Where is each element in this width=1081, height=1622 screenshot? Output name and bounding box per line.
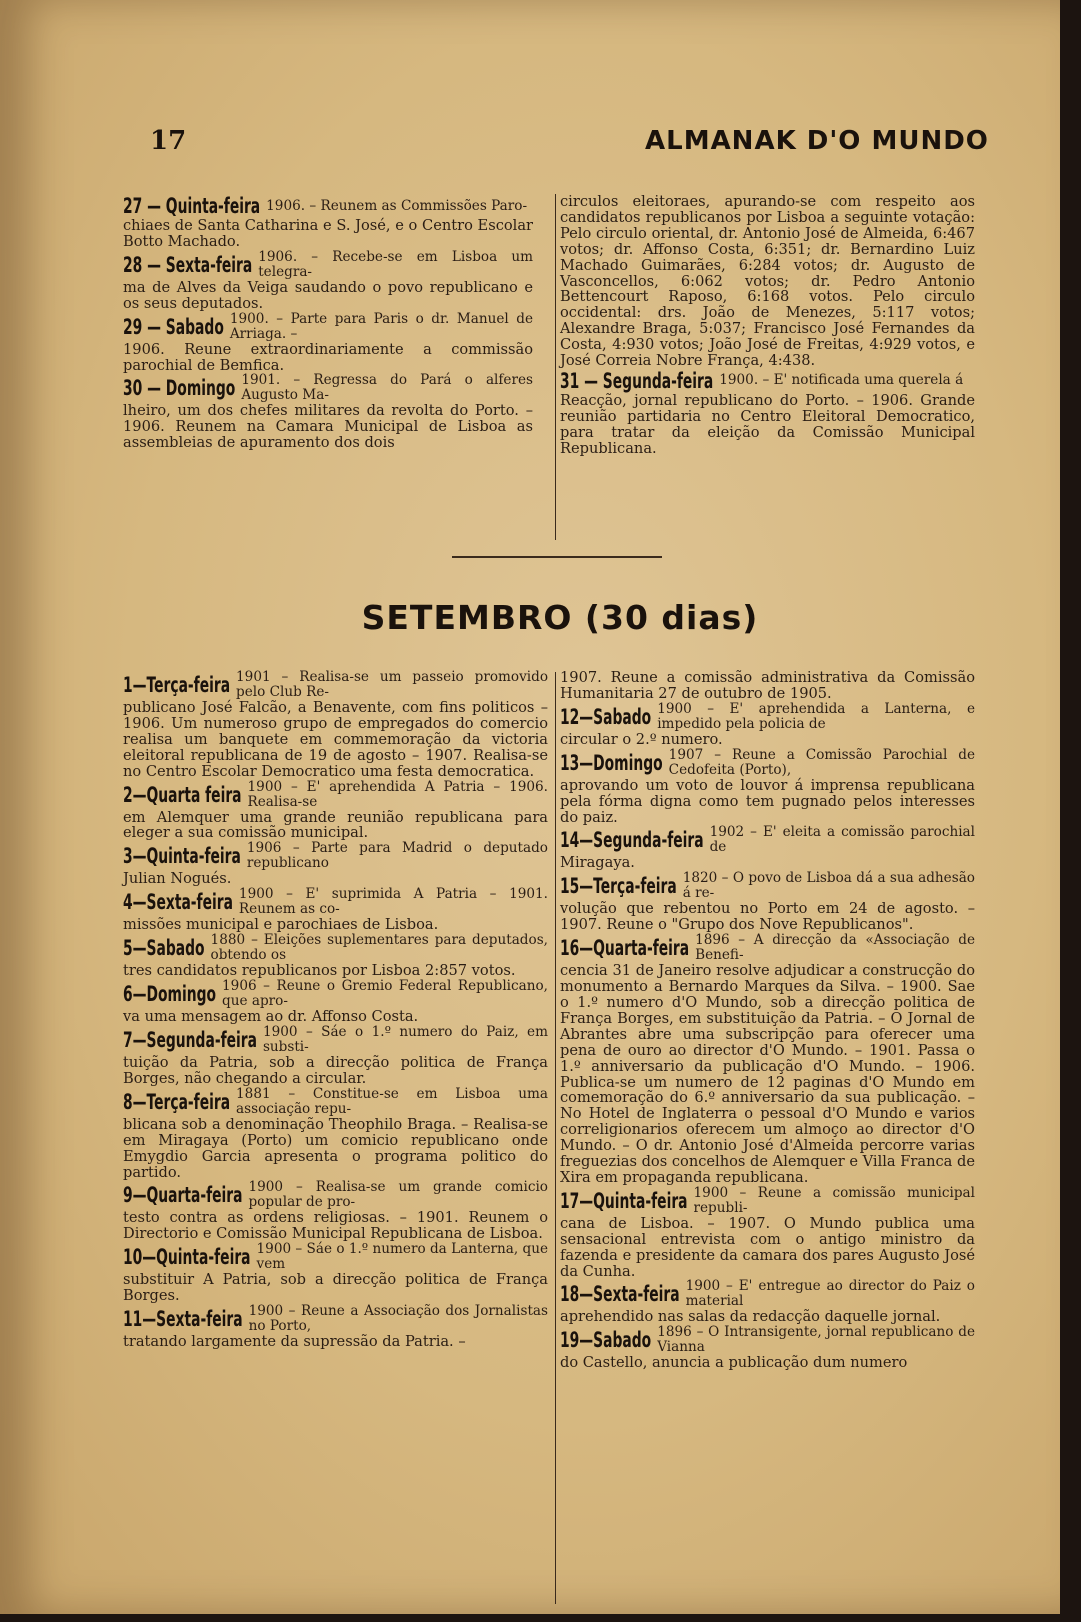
entry-lead-text: 1906. – Reunem as Commissões Paro- xyxy=(266,197,528,214)
day-entry xyxy=(123,1304,548,1350)
entry-lead-text: 1900. – E' notificada uma querela á xyxy=(719,372,964,389)
entry-heading xyxy=(560,1279,975,1309)
entry-heading xyxy=(560,702,975,732)
day-entry xyxy=(123,250,533,312)
day-name: 3—Quinta-feira xyxy=(123,844,241,869)
entry-body-text: cana de Lisboa. – 1907. O Mundo publica uma sensacional entrevista com o antigo ministro da fazenda e presidente da camara dos pares Augusto José da Cunha. xyxy=(560,1214,975,1280)
entry-lead-text: 1900 – Sáe o 1.º numero da Lanterna, que vem xyxy=(256,1241,548,1273)
entry-lead-text: 1900 – E' aprehendida a Lanterna, e impedido pela policia de xyxy=(657,700,975,732)
entry-body-text: circulos eleitoraes, apurando-se com respeito aos candidatos republicanos por Lisboa a seguinte votação: Pelo circulo oriental, dr. Antonio José de Almeida, 6:467 votos; dr. Affonso Costa, 6:351; dr. Bernardino Luiz Machado Guimarães, 6:284 votos; dr. Augusto de Vasconcellos, 6:062 votos; dr. Pedro Antonio Bettencourt Raposo, 6:168 votos. Pelo circulo occidental: drs. João de Menezes, 5:117 votos; Alexandre Braga, 5:037; Francisco José Fernandes da Costa, 4:930 votos; João José de Freitas, 4:929 votos, e José Correia Nobre França, 4:438. xyxy=(560,193,975,370)
day-entry xyxy=(123,1087,548,1181)
entry-heading xyxy=(123,933,548,963)
day-entry xyxy=(123,841,548,887)
day-name: 8—Terça-feira xyxy=(123,1089,231,1114)
entry-body-text: testo contra as ordens religiosas. – 1901. Reunem o Directorio e Comissão Municipal Republicana de Lisboa. xyxy=(123,1209,548,1243)
day-entry xyxy=(560,748,975,826)
entry-body-text: cencia 31 de Janeiro resolve adjudicar a construcção do monumento a Bernardo Marques da Silva. – 1900. Sae o 1.º numero d'O Mundo, sob a direcção politica de França Borges, em substituição da Patria. – O Jornal de Abrantes abre uma subscripção para oferecer uma pena de ouro ao director d'O Mundo. – 1901. Passa o 1.º anniversario da publicação d'O Mundo. – 1906. Publica-se um numero de 12 paginas d'O Mundo em comemoração do 6.º anniversario da sua publicação. – No Hotel de Inglaterra o pessoal d'O Mundo e varios correligionarios oferecem um almoço ao director d'O Mundo. – O dr. Antonio José d'Almeida percorre varias freguezias dos concelhos de Alemquer e Villa Franca de Xira em propaganda republicana. xyxy=(560,962,975,1186)
entry-lead-text: 1900. – Parte para Paris o dr. Manuel de Arriaga. – xyxy=(229,310,533,342)
day-name: 29 — Sabado xyxy=(123,314,224,339)
day-entry xyxy=(123,1242,548,1304)
entry-heading xyxy=(123,250,533,280)
entry-heading xyxy=(123,1304,548,1334)
day-name: 19—Sabado xyxy=(560,1328,652,1353)
entry-body-text: Julian Nogués. xyxy=(123,870,232,888)
day-entry xyxy=(123,1025,548,1087)
day-entry xyxy=(123,780,548,842)
entry-heading xyxy=(123,841,548,871)
entry-body-text: do Castello, anuncia a publicação dum numero xyxy=(560,1354,908,1372)
entry-heading xyxy=(123,312,533,342)
entry-heading xyxy=(123,1087,548,1117)
entry-body-text: Miragaya. xyxy=(560,854,635,872)
entry-body-text: 1906. Reune extraordinariamente a commissão parochial de Bemfica. xyxy=(123,340,533,374)
entry-heading xyxy=(560,825,975,855)
entry-lead-text: 1896 – O Intransigente, jornal republicano de Vianna xyxy=(657,1324,975,1356)
day-entry xyxy=(123,373,533,451)
entry-lead-text: 1881 – Constitue-se em Lisboa uma associação repu- xyxy=(236,1085,548,1117)
day-name: 18—Sexta-feira xyxy=(560,1282,680,1307)
day-name: 6—Domingo xyxy=(123,982,217,1007)
entry-lead-text: 1900 – E' entregue ao director do Paiz o material xyxy=(685,1278,975,1310)
day-entry xyxy=(123,670,548,780)
day-name: 7—Segunda-feira xyxy=(123,1027,257,1052)
day-name: 31 — Segunda-feira xyxy=(560,368,714,393)
day-name: 15—Terça-feira xyxy=(560,874,677,899)
entry-body-text: 1907. Reune a comissão administrativa da Comissão Humanitaria 27 de outubro de 1905. xyxy=(560,669,975,702)
day-entry xyxy=(560,1186,975,1280)
entry-lead-text: 1900 – Reune a Associação dos Jornalistas no Porto, xyxy=(248,1303,548,1335)
column-divider xyxy=(555,194,556,540)
entry-lead-text: 1902 – E' eleita a comissão parochial de xyxy=(709,824,975,856)
entry-lead-text: 1907 – Reune a Comissão Parochial de Cedofeita (Porto), xyxy=(668,746,975,778)
day-entry xyxy=(560,369,975,457)
entry-heading xyxy=(123,194,533,218)
entry-body-text: va uma mensagem ao dr. Affonso Costa. xyxy=(123,1008,419,1026)
entry-heading xyxy=(123,373,533,403)
day-entry xyxy=(560,933,975,1186)
day-entry xyxy=(560,670,975,702)
entry-body-text: em Alemquer uma grande reunião republicana para eleger a sua comissão municipal. xyxy=(123,808,548,842)
day-entry xyxy=(560,1279,975,1325)
entry-heading xyxy=(123,1025,548,1055)
day-name: 13—Domingo xyxy=(560,750,663,775)
entry-heading xyxy=(123,979,548,1009)
entry-heading xyxy=(560,1186,975,1216)
entry-heading xyxy=(123,780,548,810)
entry-body-text: aprovando um voto de louvor á imprensa republicana pela fórma digna como tem pugnado pelos interesses do paiz. xyxy=(560,776,975,826)
august-left-column xyxy=(123,194,533,534)
running-title: ALMANAK D'O MUNDO xyxy=(645,126,989,156)
entry-heading xyxy=(123,887,548,917)
entry-body-text: tratando largamente da supressão da Patria. – xyxy=(123,1333,466,1351)
entry-heading xyxy=(560,369,975,393)
entry-body-text: volução que rebentou no Porto em 24 de agosto. – 1907. Reune o "Grupo dos Nove Republicanos". xyxy=(560,900,975,934)
entry-body-text: Reacção, jornal republicano do Porto. – 1906. Grande reunião partidaria no Centro Eleitoral Democratico, para tratar da eleição da Comissão Municipal Republicana. xyxy=(560,391,975,457)
page-number: 17 xyxy=(150,126,187,156)
entry-lead-text: 1896 – A direcção da «Associação de Benefi- xyxy=(695,932,975,964)
entry-body-text: tuição da Patria, sob a direcção politica de França Borges, não chegando a circular. xyxy=(123,1053,548,1087)
column-divider xyxy=(555,672,556,1604)
day-entry xyxy=(123,1180,548,1242)
day-name: 27 — Quinta-feira xyxy=(123,194,261,218)
entry-lead-text: 1900 – Sáe o 1.º numero do Paiz, em substi- xyxy=(262,1023,548,1055)
day-entry xyxy=(560,825,975,871)
entry-lead-text: 1906 – Reune o Gremio Federal Republicano, que apro- xyxy=(222,978,548,1010)
entry-lead-text: 1820 – O povo de Lisboa dá a sua adhesão á re- xyxy=(682,870,975,902)
entry-heading xyxy=(560,748,975,778)
entry-lead-text: 1900 – E' aprehendida A Patria – 1906. Realisa-se xyxy=(247,778,548,810)
day-name: 2—Quarta feira xyxy=(123,782,242,807)
entry-lead-text: 1906 – Parte para Madrid o deputado republicano xyxy=(246,840,548,872)
day-entry xyxy=(123,933,548,979)
day-name: 28 — Sexta-feira xyxy=(123,252,253,277)
day-name: 4—Sexta-feira xyxy=(123,890,233,915)
entry-heading xyxy=(123,1180,548,1210)
day-entry xyxy=(560,702,975,748)
day-name: 11—Sexta-feira xyxy=(123,1307,243,1332)
entry-heading xyxy=(123,1242,548,1272)
entry-heading xyxy=(560,871,975,901)
entry-body-text: ma de Alves da Veiga saudando o povo republicano e os seus deputados. xyxy=(123,278,533,312)
entry-body-text: chiaes de Santa Catharina e S. José, e o Centro Escolar Botto Machado. xyxy=(123,217,533,250)
day-name: 17—Quinta-feira xyxy=(560,1188,688,1213)
entry-body-text: aprehendido nas salas da redacção daquelle jornal. xyxy=(560,1308,941,1326)
day-name: 16—Quarta-feira xyxy=(560,936,690,961)
entry-heading xyxy=(123,670,548,700)
day-name: 10—Quinta-feira xyxy=(123,1245,251,1270)
day-name: 9—Quarta-feira xyxy=(123,1183,243,1208)
day-entry xyxy=(123,312,533,374)
day-entry xyxy=(123,194,533,250)
entry-lead-text: 1900 – Realisa-se um grande comicio popular de pro- xyxy=(248,1179,548,1211)
entry-lead-text: 1880 – Eleições suplementares para deputados, obtendo os xyxy=(210,932,548,964)
entry-heading xyxy=(560,1325,975,1355)
day-entry xyxy=(123,979,548,1025)
day-name: 14—Segunda-feira xyxy=(560,828,704,853)
september-left-column xyxy=(123,670,548,1605)
page-header xyxy=(0,122,1060,162)
entry-body-text: blicana sob a denominação Theophilo Braga. – Realisa-se em Miragaya (Porto) um comicio republicano onde Emygdio Garcia apresenta o programa politico do partido. xyxy=(123,1115,548,1181)
entry-body-text: publicano José Falcão, a Benavente, com fins politicos – 1906. Um numeroso grupo de empregados do comercio realisa um banquete em commemoração da victoria eleitoral republicana de 19 de agosto – 1907. Realisa-se no Centro Escolar Democratico uma festa democratica. xyxy=(123,699,548,780)
section-divider-rule xyxy=(452,556,662,558)
day-entry xyxy=(123,887,548,933)
august-right-column xyxy=(560,194,975,534)
day-name: 30 — Domingo xyxy=(123,376,236,401)
september-right-column xyxy=(560,670,975,1605)
day-name: 5—Sabado xyxy=(123,936,205,961)
entry-body-text: tres candidatos republicanos por Lisboa 2:857 votos. xyxy=(123,962,516,980)
entry-body-text: substituir A Patria, sob a direcção politica de França Borges. xyxy=(123,1271,548,1305)
entry-lead-text: 1900 – E' suprimida A Patria – 1901. Reunem as co- xyxy=(238,886,548,918)
day-entry xyxy=(560,194,975,369)
day-name: 12—Sabado xyxy=(560,704,652,729)
entry-body-text: missões municipal e parochiaes de Lisboa. xyxy=(123,916,439,934)
day-name: 1—Terça-feira xyxy=(123,673,231,697)
entry-lead-text: 1901 – Realisa-se um passeio promovido pelo Club Re- xyxy=(236,669,548,700)
entry-lead-text: 1900 – Reune a comissão municipal republi- xyxy=(693,1184,975,1216)
entry-lead-text: 1901. – Regressa do Pará o alferes Augusto Ma- xyxy=(241,372,533,404)
entry-lead-text: 1906. – Recebe-se em Lisboa um telegra- xyxy=(258,248,533,280)
day-entry xyxy=(560,871,975,933)
entry-body-text: circular o 2.º numero. xyxy=(560,730,723,748)
month-heading: SETEMBRO (30 dias) xyxy=(361,598,759,637)
entry-body-text: lheiro, um dos chefes militares da revolta do Porto. – 1906. Reunem na Camara Municipal de Lisboa as assembleias de apuramento dos dois xyxy=(123,402,533,452)
entry-heading xyxy=(560,933,975,963)
day-entry xyxy=(560,1325,975,1371)
